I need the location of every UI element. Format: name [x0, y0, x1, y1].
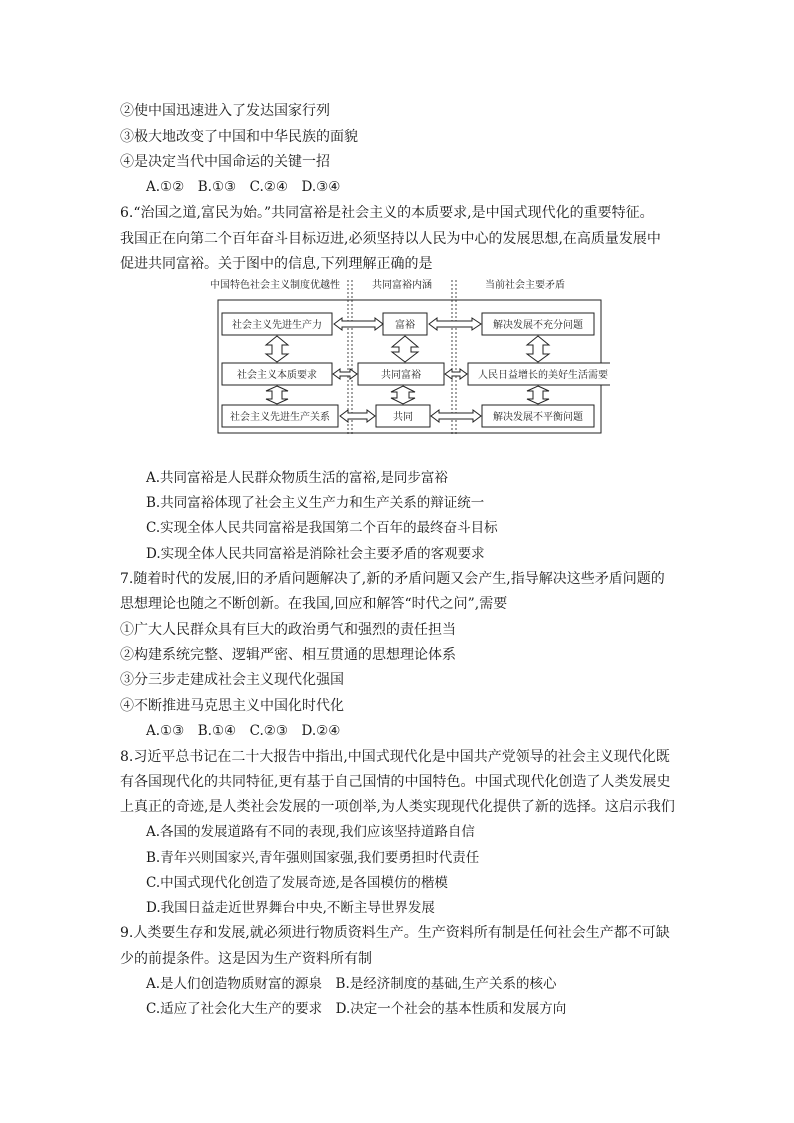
vertical-double-arrow-icon	[392, 336, 418, 362]
vertical-double-arrow-icon	[527, 336, 549, 362]
box-production-relations-label: 社会主义先进生产关系	[230, 412, 330, 423]
q9-options-row-2: C.适应了社会化大生产的要求 D.决定一个社会的基本性质和发展方向	[146, 1001, 567, 1017]
q8-stem-line-3: 上真正的奇迹,是人类社会发展的一项创举,为人类实现现代化提供了新的选择。这启示我们	[120, 799, 675, 815]
q5-item-4: ④是决定当代中国命运的关键一招	[120, 154, 330, 170]
double-arrow-icon	[334, 318, 383, 330]
box-productive-forces-label: 社会主义先进生产力	[232, 320, 322, 331]
double-arrow-icon	[429, 318, 481, 330]
header-prosperity-meaning: 共同富裕内涵	[372, 280, 432, 291]
q7-item-2: ②构建系统完整、逻辑严密、相互贯通的思想理论体系	[120, 647, 456, 663]
q8-option-c: C.中国式现代化创造了发展奇迹,是各国模仿的楷模	[146, 875, 448, 891]
q6-stem-line-2: 我国正在向第二个百年奋斗目标迈进,必须坚持以人民为中心的发展思想,在高质量发展中	[120, 231, 661, 247]
box-essential-requirement-label: 社会主义本质要求	[237, 370, 317, 381]
header-main-contradiction: 当前社会主要矛盾	[485, 280, 565, 291]
header-system-advantage: 中国特色社会主义制度优越性	[210, 280, 340, 291]
q6-stem-line-3: 促进共同富裕。关于图中的信息,下列理解正确的是	[120, 256, 433, 272]
q5-item-2: ②使中国迅速进入了发达国家行列	[120, 103, 330, 119]
q9-stem-line-2: 少的前提条件。这是因为生产资料所有制	[120, 951, 372, 967]
q8-stem-line-1: 8.习近平总书记在二十大报告中指出,中国式现代化是中国共产党领导的社会主义现代化既	[120, 749, 670, 765]
q8-stem-line-2: 有各国现代化的共同特征,更有基于自己国情的中国特色。中国式现代化创造了人类发展史	[120, 774, 671, 790]
q7-item-1: ①广大人民群众具有巨大的政治勇气和强烈的责任担当	[120, 622, 456, 638]
box-common-prosperity-label: 共同富裕	[381, 370, 421, 381]
vertical-double-arrow-icon	[266, 386, 288, 404]
q7-stem-line-1: 7.随着时代的发展,旧的矛盾问题解决了,新的矛盾问题又会产生,指导解决这些矛盾问题的	[120, 571, 665, 587]
q5-item-3: ③极大地改变了中国和中华民族的面貌	[120, 129, 358, 145]
box-unbalanced-development-label: 解决发展不平衡问题	[493, 412, 583, 423]
double-arrow-icon	[340, 410, 375, 422]
q5-options: A.①② B.①③ C.②④ D.③④	[146, 179, 341, 195]
q6-option-c: C.实现全体人民共同富裕是我国第二个百年的最终奋斗目标	[146, 520, 498, 536]
q8-option-b: B.青年兴则国家兴,青年强则国家强,我们要勇担时代责任	[146, 850, 480, 866]
box-better-life-needs-label: 人民日益增长的美好生活需要	[478, 370, 608, 381]
q7-options: A.①③ B.①④ C.②③ D.②④	[146, 723, 341, 739]
q8-option-a: A.各国的发展道路有不同的表现,我们应该坚持道路自信	[146, 824, 475, 840]
vertical-double-arrow-icon	[266, 336, 288, 362]
q6-option-d: D.实现全体人民共同富裕是消除社会主要矛盾的客观要求	[146, 546, 485, 562]
q8-option-d: D.我国日益走近世界舞台中央,不断主导世界发展	[146, 900, 435, 916]
q6-option-a: A.共同富裕是人民群众物质生活的富裕,是同步富裕	[146, 470, 448, 486]
q6-stem-line-1: 6.“治国之道,富民为始。”共同富裕是社会主义的本质要求,是中国式现代化的重要特征。	[120, 205, 654, 221]
box-common-label: 共同	[393, 412, 413, 423]
q6-option-b: B.共同富裕体现了社会主义生产力和生产关系的辩证统一	[146, 495, 485, 511]
box-prosperity-label: 富裕	[395, 320, 415, 331]
q7-item-4: ④不断推进马克思主义中国化时代化	[120, 698, 344, 714]
vertical-double-arrow-icon	[391, 386, 415, 404]
vertical-double-arrow-icon	[527, 386, 549, 404]
q7-item-3: ③分三步走建成社会主义现代化强国	[120, 672, 344, 688]
box-inadequate-development-label: 解决发展不充分问题	[493, 320, 583, 331]
common-prosperity-diagram	[200, 278, 610, 438]
q7-stem-line-2: 思想理论也随之不断创新。在我国,回应和解答“时代之问”,需要	[120, 596, 508, 612]
double-arrow-icon	[333, 369, 357, 379]
q9-options-row-1: A.是人们创造物质财富的源泉 B.是经济制度的基础,生产关系的核心	[146, 976, 557, 992]
q9-stem-line-1: 9.人类要生存和发展,就必须进行物质资料生产。生产资料所有制是任何社会生产都不可缺	[120, 925, 670, 941]
